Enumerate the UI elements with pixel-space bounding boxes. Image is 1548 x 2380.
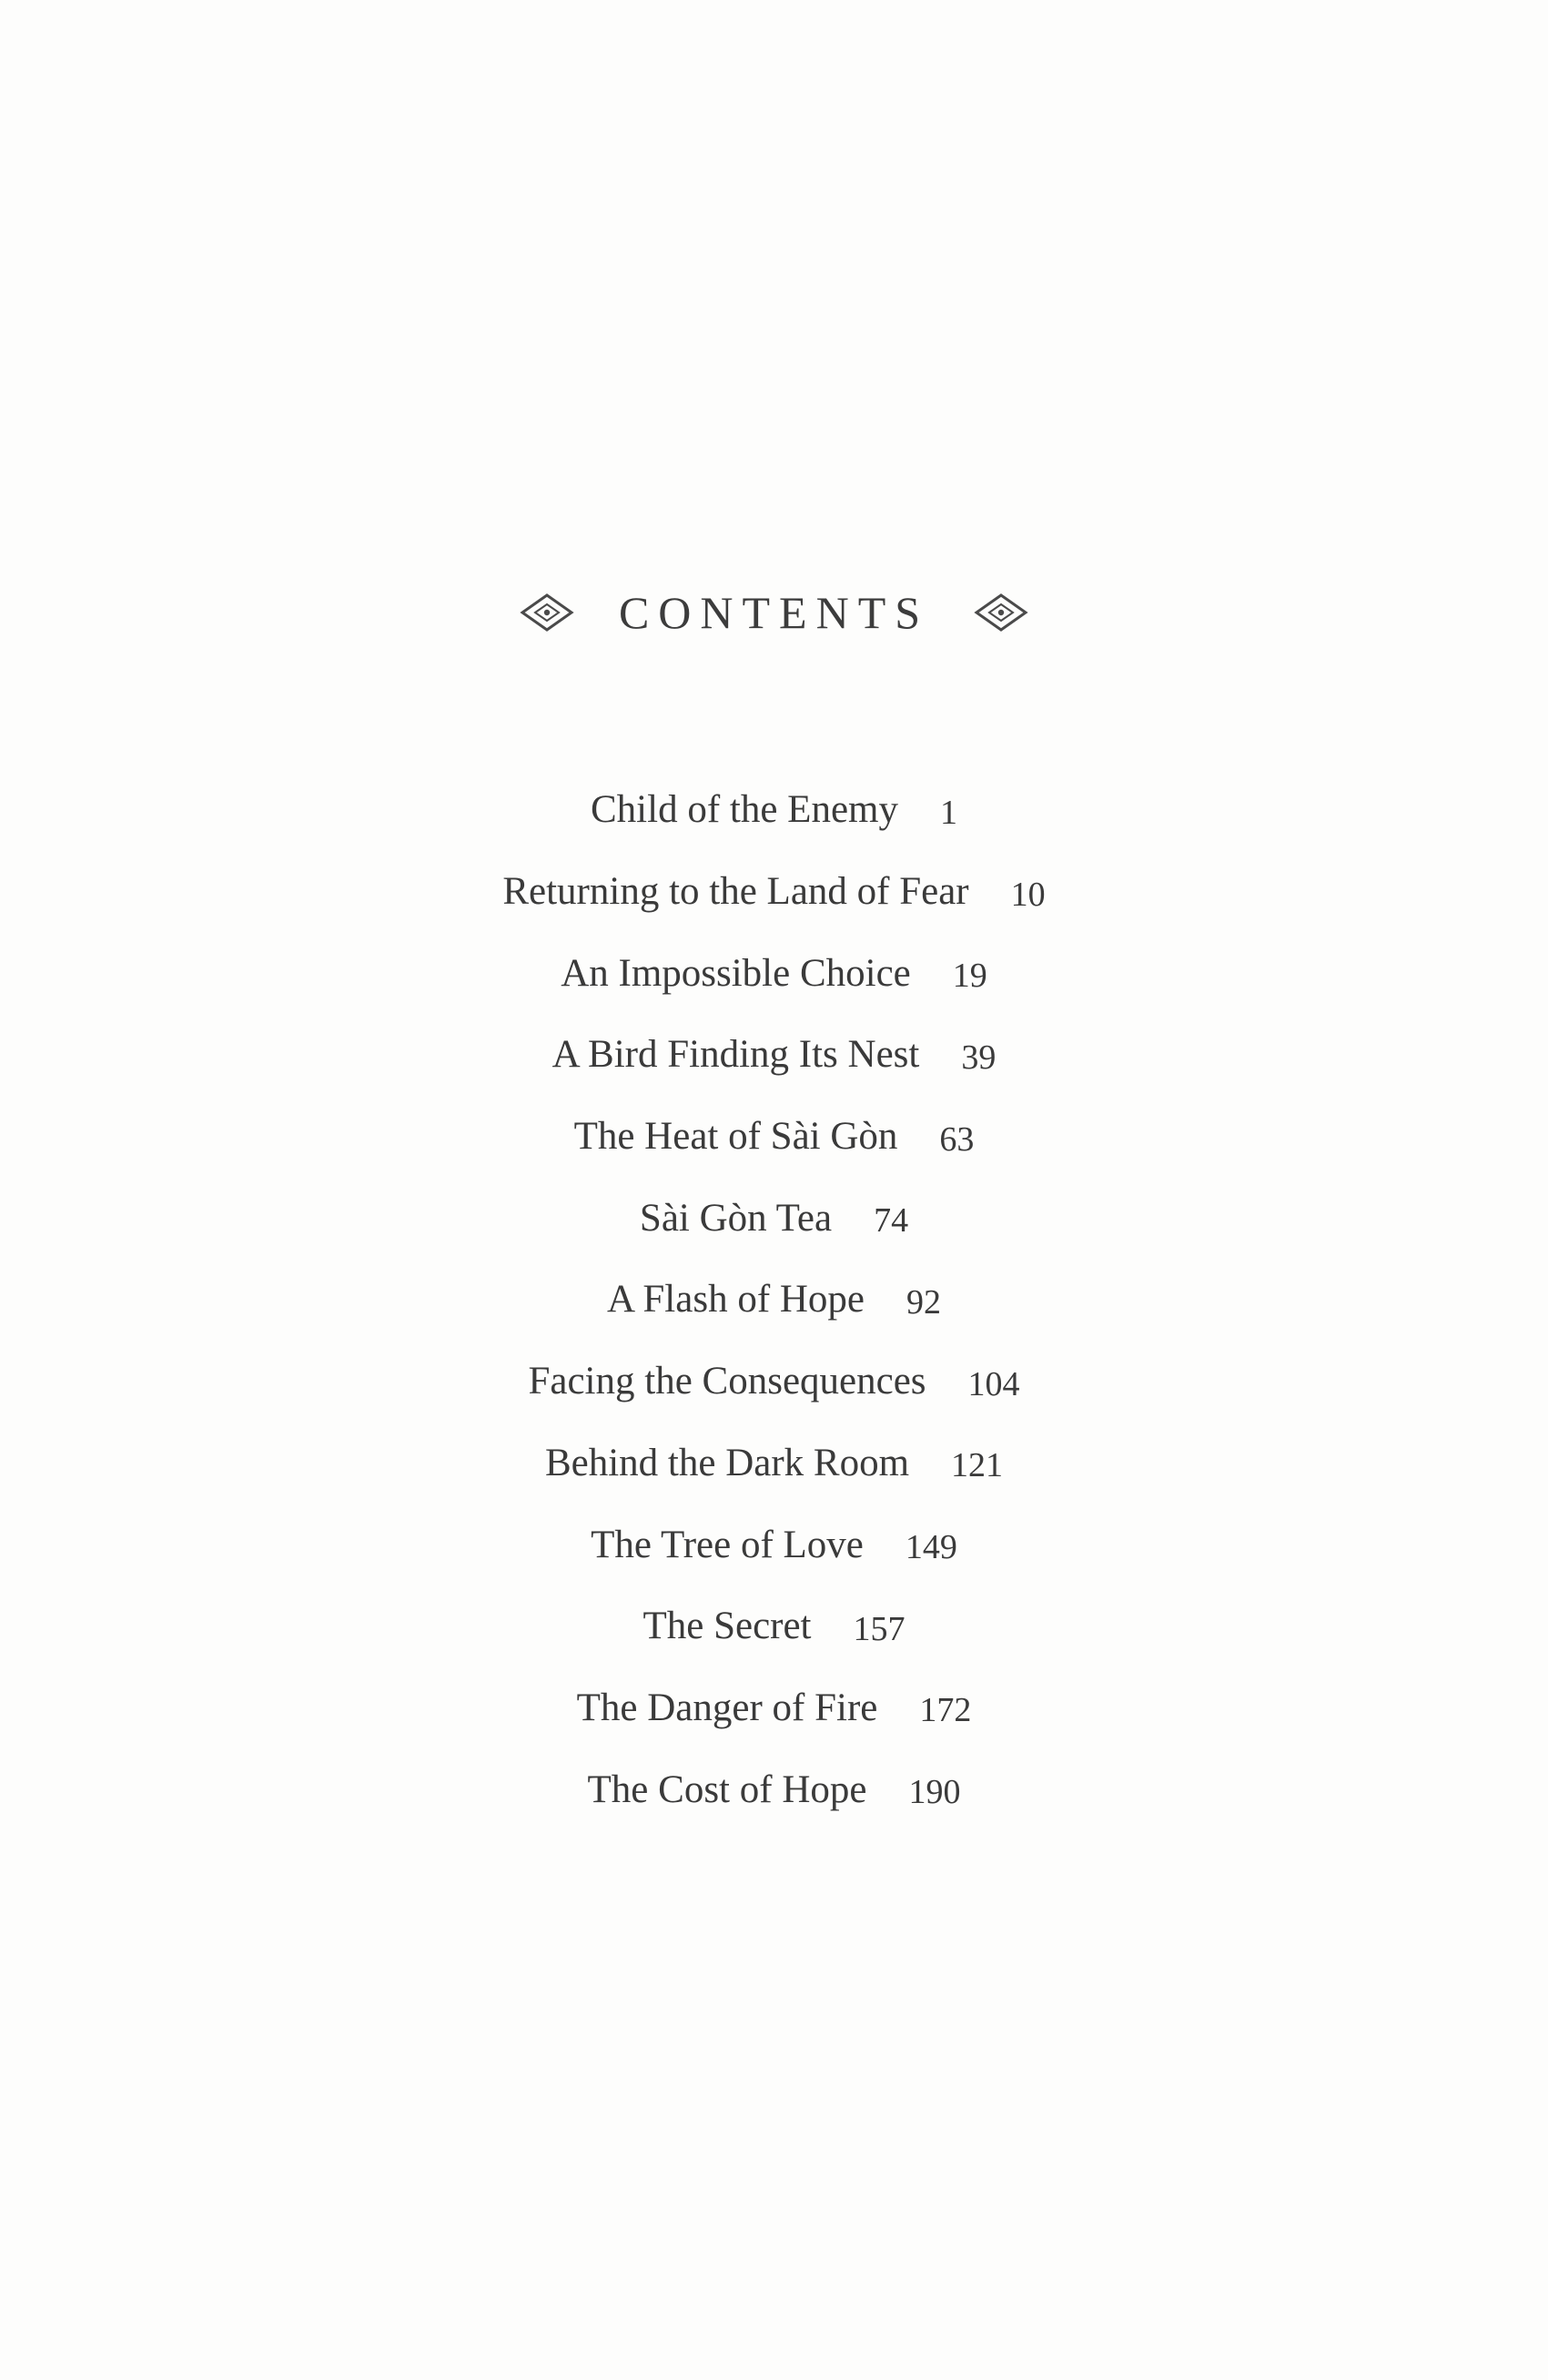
chapter-page-number: 121 xyxy=(951,1446,1004,1485)
chapter-title: Facing the Consequences xyxy=(528,1360,926,1403)
chapter-page-number: 104 xyxy=(967,1364,1020,1403)
toc-entry xyxy=(0,932,1548,1014)
toc-entry xyxy=(0,1748,1548,1830)
chapter-page-number: 1 xyxy=(939,793,957,832)
diamond-ornament-icon xyxy=(519,592,575,633)
chapter-page-number: 74 xyxy=(874,1201,909,1241)
diamond-ornament-icon xyxy=(973,592,1029,633)
chapter-title: Behind the Dark Room xyxy=(544,1441,910,1484)
toc-entry xyxy=(0,1667,1548,1749)
chapter-title: Returning to the Land of Fear xyxy=(502,870,969,914)
chapter-title: The Heat of Sài Gòn xyxy=(573,1115,898,1159)
chapter-page-number: 149 xyxy=(905,1528,957,1567)
chapter-title: The Cost of Hope xyxy=(587,1767,867,1811)
chapter-page-number: 157 xyxy=(853,1609,906,1648)
chapter-title: A Bird Finding Its Nest xyxy=(551,1033,920,1077)
toc-entry xyxy=(0,1585,1548,1667)
toc-entry xyxy=(0,1504,1548,1585)
chapter-title: Sài Gòn Tea xyxy=(639,1196,833,1240)
contents-heading xyxy=(0,581,1548,644)
toc-entry xyxy=(0,769,1548,851)
chapter-page-number: 172 xyxy=(919,1691,972,1730)
toc-entry xyxy=(0,1014,1548,1096)
chapter-title: Child of the Enemy xyxy=(591,788,898,832)
chapter-page-number: 19 xyxy=(952,957,987,996)
toc-entry xyxy=(0,1423,1548,1504)
chapter-page-number: 10 xyxy=(1010,875,1046,914)
chapter-title: The Secret xyxy=(642,1605,812,1648)
page-title: CONTENTS xyxy=(618,587,930,638)
toc-entry xyxy=(0,1259,1548,1341)
chapter-title: A Flash of Hope xyxy=(606,1278,865,1322)
chapter-page-number: 39 xyxy=(961,1038,997,1077)
chapter-page-number: 92 xyxy=(906,1282,942,1322)
table-of-contents xyxy=(0,769,1548,1830)
chapter-page-number: 190 xyxy=(908,1773,961,1812)
toc-entry xyxy=(0,1341,1548,1423)
chapter-title: The Tree of Love xyxy=(591,1523,864,1566)
toc-entry xyxy=(0,851,1548,933)
chapter-title: The Danger of Fire xyxy=(576,1686,878,1729)
chapter-title: An Impossible Choice xyxy=(561,951,911,995)
toc-entry xyxy=(0,1177,1548,1259)
chapter-page-number: 63 xyxy=(939,1119,975,1159)
toc-entry xyxy=(0,1096,1548,1178)
